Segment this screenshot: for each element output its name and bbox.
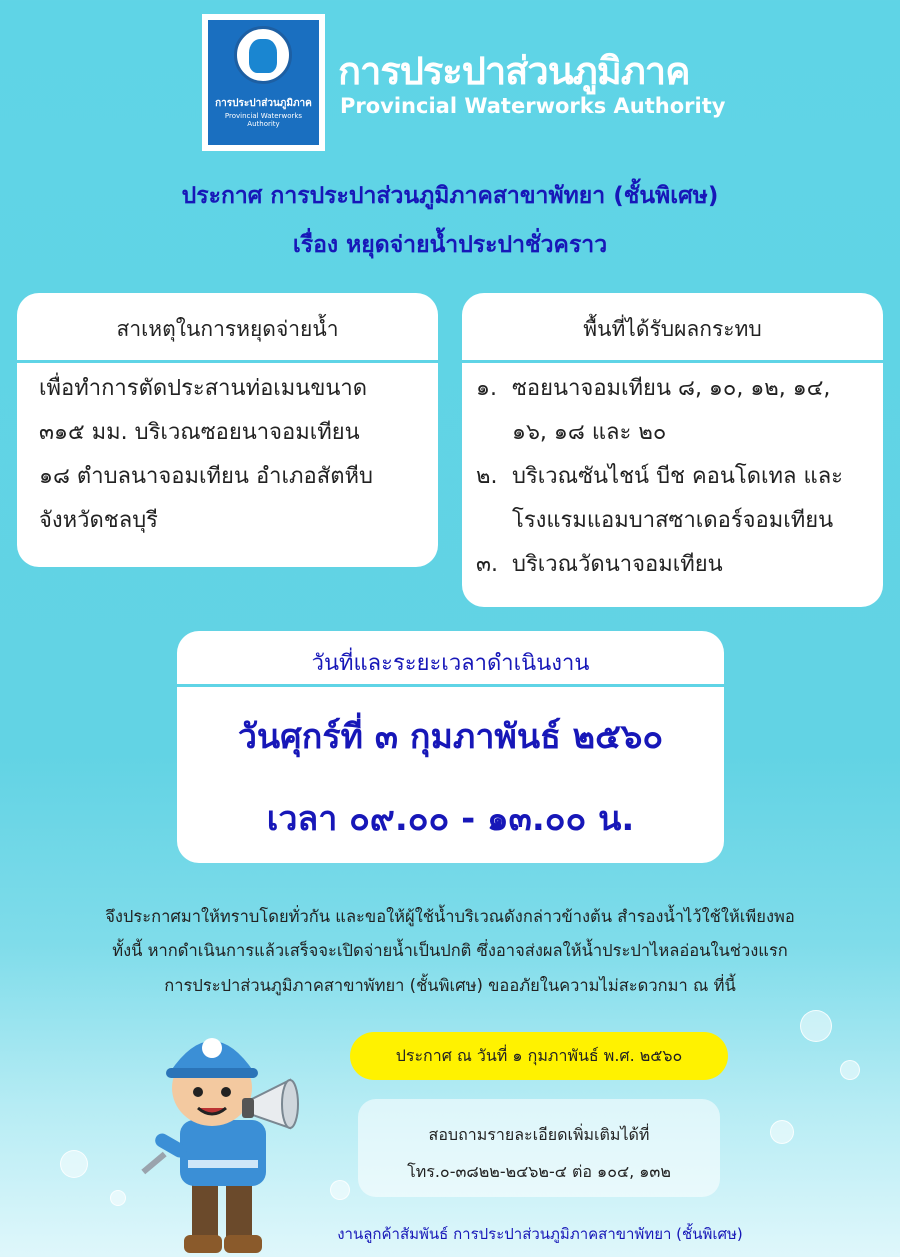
logo-name-en: Provincial Waterworks Authority [224,112,303,128]
notice-line: ทั้งนี้ หากดำเนินการแล้วเสร็จจะเปิดจ่ายน้ำเป็นปกติ ซึ่งอาจส่งผลให้น้ำประปาไหลอ่อนในช่วงแรก [112,941,788,960]
bubble [60,1150,88,1178]
list-line: ซอยนาจอมเทียน ๘, ๑๐, ๑๒, ๑๔, [512,376,831,401]
contact-box [358,1099,720,1197]
list-number: ๒. [476,464,498,489]
schedule-heading: วันที่และระยะเวลาดำเนินงาน [177,631,724,687]
announcement-title: ประกาศ การประปาส่วนภูมิภาคสาขาพัทยา (ชั้นพิเศษ) [181,183,719,209]
cause-line: จังหวัดชลบุรี [39,508,158,533]
contact-label: สอบถามรายละเอียดเพิ่มเติมได้ที่ [428,1125,650,1144]
list-line: โรงแรมแอมบาสซาเดอร์จอมเทียน [512,508,834,533]
list-line: ๑๖, ๑๘ และ ๒๐ [512,420,667,445]
contact-phone: โทร.๐-๓๘๒๒-๒๔๖๒-๔ ต่อ ๑๐๔, ๑๓๒ [407,1162,671,1181]
area-list [462,363,883,587]
list-line: บริเวณวัดนาจอมเทียน [512,552,723,577]
cause-heading: สาเหตุในการหยุดจ่ายน้ำ [17,293,438,363]
footer-department: งานลูกค้าสัมพันธ์ การประปาส่วนภูมิภาคสาขาพัทยา (ชั้นพิเศษ) [337,1225,743,1243]
bubble [770,1120,794,1144]
announcement-subject: เรื่อง หยุดจ่ายน้ำประปาชั่วคราว [292,232,608,258]
cause-line: ๓๑๕ มม. บริเวณซอยนาจอมเทียน [39,420,360,445]
bubble [800,1010,832,1042]
brand-name-en: Provincial Waterworks Authority [340,94,726,118]
cause-line: เพื่อทำการตัดประสานท่อเมนขนาด [39,376,368,401]
list-item [476,367,873,455]
affected-area-card [462,293,883,607]
list-line: บริเวณซันไชน์ บีช คอนโดเทล และ [512,464,843,489]
area-heading: พื้นที่ได้รับผลกระทบ [462,293,883,363]
list-item [476,455,873,543]
brand-name-th: การประปาส่วนภูมิภาค [338,49,690,93]
cause-card [17,293,438,567]
schedule-time: เวลา ๐๙.๐๐ - ๑๓.๐๐ น. [266,799,635,839]
notice-line: จึงประกาศมาให้ทราบโดยทั่วกัน และขอให้ผู้ใช้น้ำบริเวณดังกล่าวข้างต้น สำรองน้ำไว้ใช้ให้เพียงพอ [105,907,795,926]
announcement-date-badge: ประกาศ ณ วันที่ ๑ กุมภาพันธ์ พ.ศ. ๒๕๖๐ [350,1032,728,1080]
cause-line: ๑๘ ตำบลนาจอมเทียน อำเภอสัตหีบ [39,464,373,489]
pwa-seal-icon [234,26,292,84]
mascot-worker-icon [140,1010,310,1257]
list-number: ๑. [476,376,497,401]
cause-body [17,363,438,543]
pwa-logo [202,14,325,151]
bubble [110,1190,126,1206]
schedule-date: วันศุกร์ที่ ๓ กุมภาพันธ์ ๒๕๖๐ [237,717,664,757]
notice-line: การประปาส่วนภูมิภาคสาขาพัทยา (ชั้นพิเศษ) ขออภัยในความไม่สะดวกมา ณ ที่นี้ [164,976,736,995]
list-number: ๓. [476,552,499,577]
logo-name-th: การประปาส่วนภูมิภาค [215,98,312,109]
bubble [330,1180,350,1200]
logo-panel [208,20,319,145]
bubble [840,1060,860,1080]
schedule-card [177,631,724,863]
list-item [476,543,873,587]
